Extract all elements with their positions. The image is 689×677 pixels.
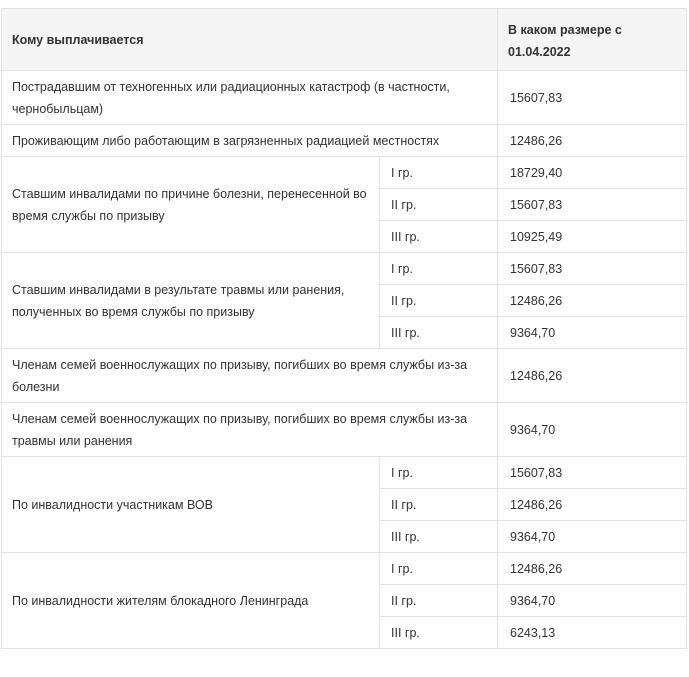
table-row (2, 403, 687, 457)
row-value: 10925,49 (498, 221, 687, 253)
row-value: 9364,70 (498, 317, 687, 349)
table-row (2, 457, 687, 489)
row-value: 15607,83 (498, 253, 687, 285)
disability-group: III гр. (380, 521, 498, 553)
row-value: 6243,13 (498, 617, 687, 649)
disability-group: II гр. (380, 585, 498, 617)
table-row (2, 125, 687, 157)
table-row (2, 157, 687, 189)
disability-group: II гр. (380, 285, 498, 317)
disability-group: I гр. (380, 553, 498, 585)
row-value: 12486,26 (498, 125, 687, 157)
table-header-row (2, 9, 687, 71)
table-row (2, 71, 687, 125)
row-label: По инвалидности жителям блокадного Ленинграда (2, 553, 380, 649)
row-value: 15607,83 (498, 189, 687, 221)
disability-group: III гр. (380, 617, 498, 649)
header-amount: В каком размере с 01.04.2022 (498, 9, 687, 71)
row-label: Членам семей военнослужащих по призыву, погибших во время службы из-за травмы или ранения (2, 403, 498, 457)
row-value: 9364,70 (498, 521, 687, 553)
payments-table-container (1, 8, 686, 649)
row-value: 9364,70 (498, 585, 687, 617)
table-row (2, 553, 687, 585)
disability-group: III гр. (380, 317, 498, 349)
header-recipient: Кому выплачивается (2, 9, 498, 71)
row-value: 12486,26 (498, 553, 687, 585)
disability-group: II гр. (380, 189, 498, 221)
table-row (2, 349, 687, 403)
row-value: 12486,26 (498, 285, 687, 317)
row-value: 12486,26 (498, 489, 687, 521)
row-value: 18729,40 (498, 157, 687, 189)
row-label: Пострадавшим от техногенных или радиационных катастроф (в частности, чернобыльцам) (2, 71, 498, 125)
row-value: 15607,83 (498, 71, 687, 125)
row-label: Проживающим либо работающим в загрязненных радиацией местностях (2, 125, 498, 157)
table-row (2, 253, 687, 285)
row-value: 12486,26 (498, 349, 687, 403)
disability-group: I гр. (380, 253, 498, 285)
row-label: Членам семей военнослужащих по призыву, погибших во время службы из-за болезни (2, 349, 498, 403)
disability-group: I гр. (380, 157, 498, 189)
payments-table (1, 8, 687, 649)
row-label: Ставшим инвалидами по причине болезни, перенесенной во время службы по призыву (2, 157, 380, 253)
disability-group: I гр. (380, 457, 498, 489)
row-label: Ставшим инвалидами в результате травмы или ранения, полученных во время службы по призыву (2, 253, 380, 349)
disability-group: III гр. (380, 221, 498, 253)
row-value: 15607,83 (498, 457, 687, 489)
row-label: По инвалидности участникам ВОВ (2, 457, 380, 553)
row-value: 9364,70 (498, 403, 687, 457)
disability-group: II гр. (380, 489, 498, 521)
